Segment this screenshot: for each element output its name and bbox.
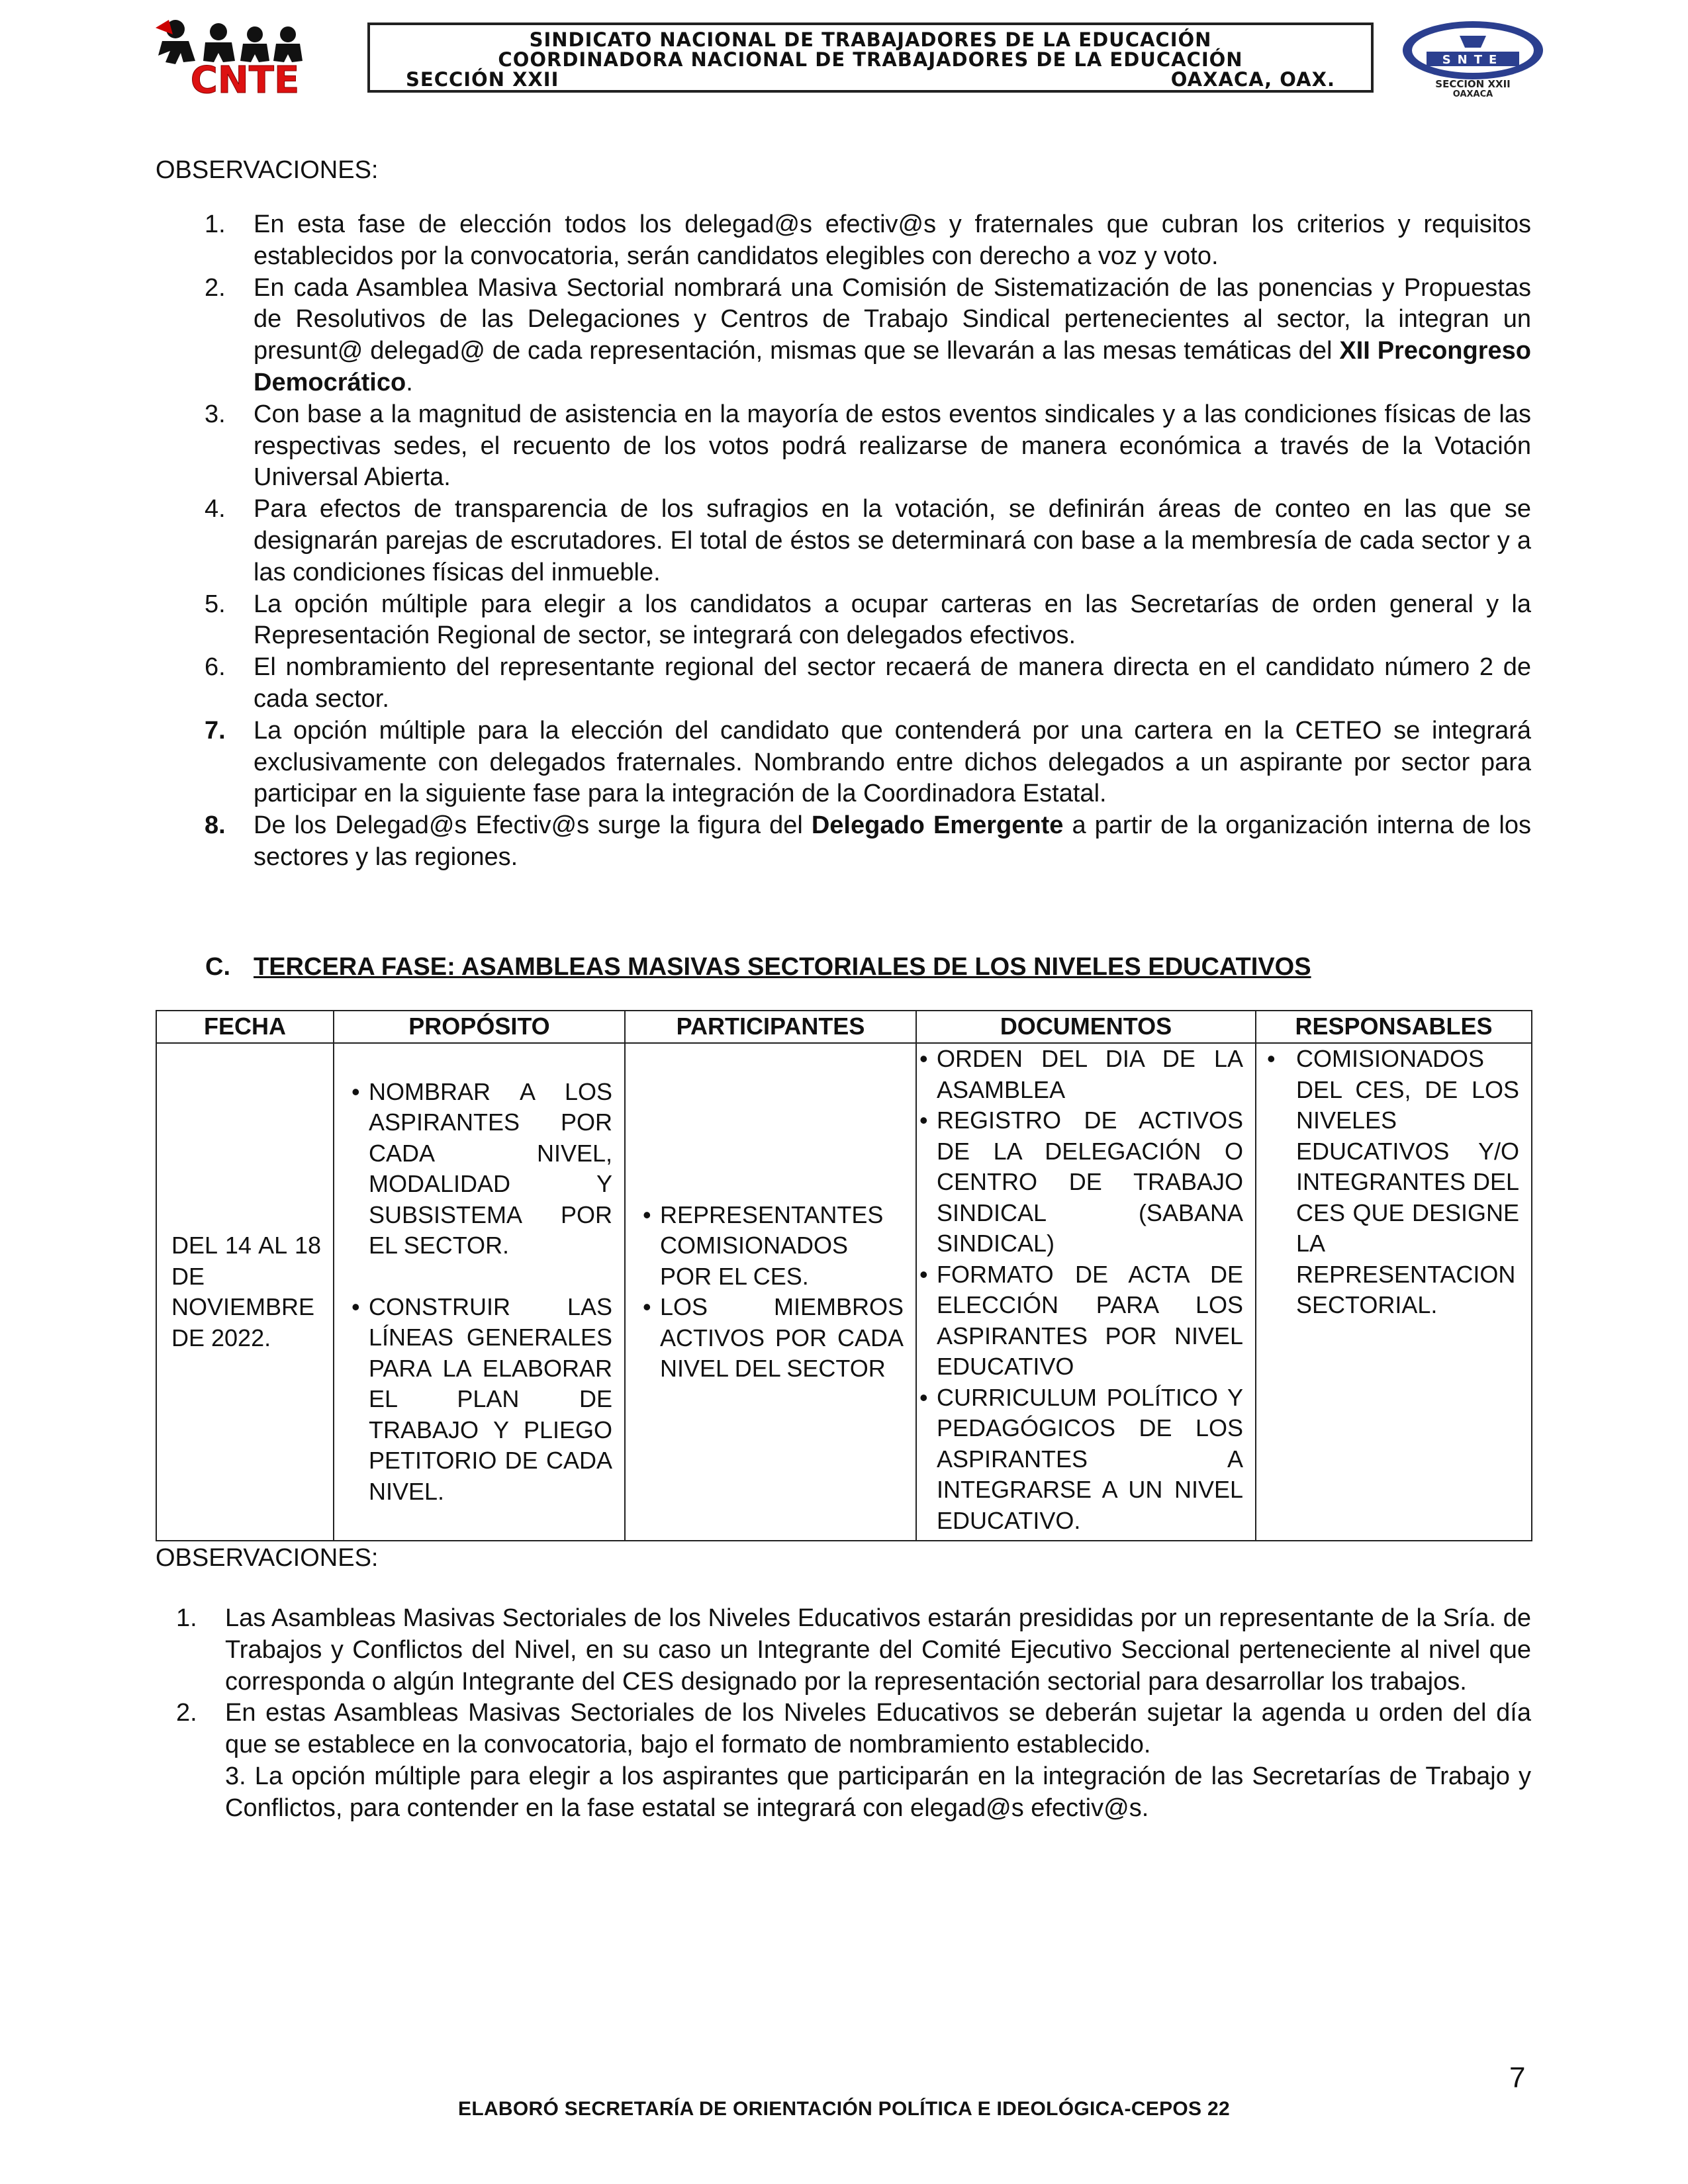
list-item: • LOS MIEMBROS ACTIVOS POR CADA NIVEL DEL SECTOR [641, 1292, 904, 1385]
list-item-text: El nombramiento del representante regional del sector recaerá de manera directa en el candidato número 2 de cada sector. [254, 653, 1531, 713]
list-item-number: 2. [176, 1699, 197, 1727]
list-item [205, 715, 1531, 810]
list-item [205, 273, 1531, 399]
list-item: • REGISTRO DE ACTIVOS DE LA DELEGACIÓN O CENTRO DE TRABAJO SINDICAL (SABANA SINDICAL) [918, 1105, 1243, 1259]
cnte-logo-text: CNTE [190, 59, 300, 97]
list-item [205, 494, 1531, 588]
header-line-1: SINDICATO NACIONAL DE TRABAJADORES DE LA EDUCACIÓN [529, 28, 1212, 51]
list-item-number: 1. [176, 1604, 197, 1632]
col-header-participantes: PARTICIPANTES [625, 1011, 916, 1043]
list-item: • CONSTRUIR LAS LÍNEAS GENERALES PARA LA ELABORAR EL PLAN DE TRABAJO Y PLIEGO PETITORIO DE CADA NIVEL. [350, 1292, 612, 1508]
observaciones-label: OBSERVACIONES: [156, 156, 379, 184]
page-number: 7 [1509, 2062, 1526, 2094]
snte-seal [1393, 19, 1552, 98]
list-item-number: 5. [205, 590, 226, 618]
list-item [225, 1761, 1531, 1825]
snte-seal-sub1: SECCION XXII [1435, 78, 1511, 90]
list-item-text: 3. La opción múltiple para elegir a los aspirantes que participarán en la integración de las Secretarías de Trabajo y Conflictos, para contender en la fase estatal se integrará con elegad@s efectiv@s. [225, 1762, 1531, 1822]
participantes-cell [625, 1043, 916, 1541]
proposito-cell [334, 1043, 625, 1541]
list-item-text: a partir de la organización interna de los sectores y las regiones. [254, 811, 1531, 871]
participantes-list [641, 1200, 904, 1385]
list-item-text: Para efectos de transparencia de los sufragios en la votación, se definirán áreas de conteo en las que se designarán parejas de escrutadores. El total de éstos se determinará con base a la membresía de cada sector y a las condiciones físicas del inmueble. [254, 495, 1531, 586]
list-item-text: . [406, 368, 413, 396]
list-item-bold-text: Delegado Emergente [811, 811, 1064, 840]
snte-seal-sub2: OAXACA [1452, 89, 1493, 98]
header-section: SECCIÓN XXII [406, 68, 559, 91]
list-item-text: Con base a la magnitud de asistencia en la mayoría de estos eventos sindicales y a las condiciones físicas de las respectivas sedes, el recuento de los votos podrá realizarse de manera económica a través de la Votación Universal Abierta. [254, 400, 1531, 492]
page-footer: ELABORÓ SECRETARÍA DE ORIENTACIÓN POLÍTICA E IDEOLÓGICA-CEPOS 22 [458, 2098, 1230, 2120]
observaciones-list [176, 1603, 1531, 1825]
section-letter: C. [205, 953, 230, 981]
responsables-list [1266, 1044, 1519, 1321]
col-header-documentos: DOCUMENTOS [916, 1011, 1256, 1043]
list-item: • FORMATO DE ACTA DE ELECCIÓN PARA LOS ASPIRANTES POR NIVEL EDUCATIVO [918, 1259, 1243, 1383]
list-item-number: 4. [205, 495, 226, 523]
phase-table [156, 1010, 1532, 1541]
list-item [205, 652, 1531, 715]
list-item-number: 7. [205, 716, 226, 745]
list-item-text: En estas Asambleas Masivas Sectoriales de los Niveles Educativos se deberán sujetar la agenda u orden del día que se establece en la convocatoria, bajo el formato de nombramiento establecido. [225, 1699, 1531, 1759]
col-header-proposito: PROPÓSITO [334, 1011, 625, 1043]
list-item-text: Las Asambleas Masivas Sectoriales de los Niveles Educativos estarán presididas por un representante de la Sría. de Trabajos y Conflictos del Nivel, en su caso un Integrante del Comité Ejecutivo Seccional perteneciente al nivel que corresponda o algún Integrante del CES designado por la representación sectorial para desarrollar los trabajos. [225, 1604, 1531, 1696]
list-item-number: 3. [205, 400, 226, 428]
documentos-cell [916, 1043, 1256, 1541]
list-item-text: La opción múltiple para elegir a los candidatos a ocupar carteras en las Secretarías de orden general y la Representación Regional de sector, se integrará con delegados efectivos. [254, 590, 1531, 650]
list-item [205, 399, 1531, 494]
responsables-cell [1256, 1043, 1532, 1541]
list-item-number: 8. [205, 811, 226, 840]
observaciones-list [205, 209, 1531, 874]
table-header-row [156, 1011, 1532, 1043]
header-banner [367, 23, 1374, 93]
list-item: • ORDEN DEL DIA DE LA ASAMBLEA [918, 1044, 1243, 1105]
fecha-text: DEL 14 AL 18 DE NOVIEMBRE DE 2022. [171, 1232, 321, 1351]
header-line-2: COORDINADORA NACIONAL DE TRABAJADORES DE LA EDUCACIÓN [498, 48, 1243, 71]
cnte-logo [149, 15, 341, 97]
list-item [176, 1603, 1531, 1698]
snte-seal-text: SNTE [1442, 53, 1504, 67]
col-header-responsables: RESPONSABLES [1256, 1011, 1532, 1043]
list-item [205, 589, 1531, 653]
list-item: • NOMBRAR A LOS ASPIRANTES POR CADA NIVEL, MODALIDAD Y SUBSISTEMA POR EL SECTOR. [350, 1077, 612, 1261]
list-item-text: La opción múltiple para la elección del candidato que contenderá por una cartera en la CETEO se integrará exclusivamente con delegados fraternales. Nombrando entre dichos delegados a un aspirante por sector para participar en la siguiente fase para la integración de la Coordinadora Estatal. [254, 716, 1531, 808]
fecha-cell [156, 1043, 334, 1541]
list-item-number: 2. [205, 273, 226, 302]
list-item-text: De los Delegad@s Efectiv@s surge la figura del [254, 811, 812, 840]
observaciones-label: OBSERVACIONES: [156, 1544, 379, 1572]
list-item: • CURRICULUM POLÍTICO Y PEDAGÓGICOS DE LOS ASPIRANTES A INTEGRARSE A UN NIVEL EDUCATIVO. [918, 1383, 1243, 1537]
list-item-number: 6. [205, 653, 226, 682]
list-item [176, 1698, 1531, 1761]
section-heading [205, 953, 1311, 981]
list-item: • REPRESENTANTES COMISIONADOS POR EL CES. [641, 1200, 904, 1293]
list-item: • COMISIONADOS DEL CES, DE LOS NIVELES EDUCATIVOS Y/O INTEGRANTES DEL CES QUE DESIGNE LA REPRESENTACION SECTORIAL. [1266, 1044, 1519, 1321]
list-item [205, 209, 1531, 273]
documentos-list [918, 1044, 1243, 1536]
proposito-list [350, 1077, 612, 1508]
list-item-bold-text: XII Precongreso Democrático [254, 337, 1531, 396]
table-row [156, 1043, 1532, 1541]
list-item-number: 1. [205, 210, 226, 238]
section-title: TERCERA FASE: ASAMBLEAS MASIVAS SECTORIALES DE LOS NIVELES EDUCATIVOS [254, 953, 1311, 981]
col-header-fecha: FECHA [156, 1011, 334, 1043]
list-item [205, 810, 1531, 874]
list-item-text: En cada Asamblea Masiva Sectorial nombrará una Comisión de Sistematización de las ponencias y Propuestas de Resolutivos de las Delegaciones y Centros de Trabajo Sindical pertenecientes al sector, la integran un presunt@ delegad@ de cada representación, mismas que se llevarán a las mesas temáticas del [254, 273, 1531, 365]
list-item-text: En esta fase de elección todos los delegad@s efectiv@s y fraternales que cubran los criterios y requisitos establecidos por la convocatoria, serán candidatos elegibles con derecho a voz y voto. [254, 210, 1531, 270]
header-location: OAXACA, OAX. [1170, 68, 1335, 91]
